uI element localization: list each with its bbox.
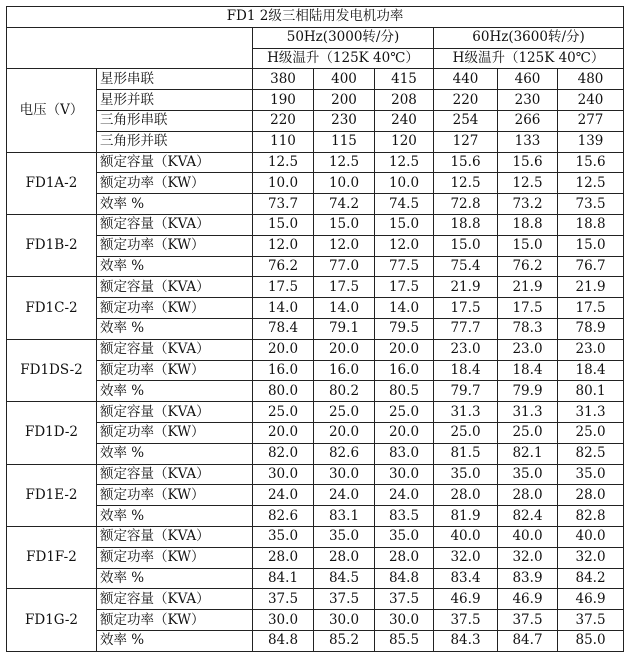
table-row	[7, 110, 624, 131]
value-cell: 15.6	[434, 152, 498, 173]
title-row	[7, 7, 624, 28]
value-cell: 77.7	[434, 318, 498, 339]
row-label: 三角形串联	[97, 110, 253, 131]
value-cell: 46.9	[498, 589, 558, 610]
value-cell: 30.0	[314, 464, 375, 485]
table-row	[7, 381, 624, 402]
value-cell: 15.0	[558, 235, 624, 256]
value-cell: 415	[375, 69, 434, 90]
row-label: 效率 %	[97, 381, 253, 402]
row-label: 效率 %	[97, 506, 253, 527]
value-cell: 74.2	[314, 194, 375, 215]
value-cell: 10.0	[375, 173, 434, 194]
value-cell: 40.0	[498, 526, 558, 547]
value-cell: 25.0	[498, 422, 558, 443]
value-cell: 31.3	[558, 402, 624, 423]
row-label: 额定功率（KW）	[97, 547, 253, 568]
value-cell: 82.5	[558, 443, 624, 464]
value-cell: 400	[314, 69, 375, 90]
value-cell: 24.0	[253, 485, 314, 506]
value-cell: 83.5	[375, 506, 434, 527]
table-row	[7, 568, 624, 589]
value-cell: 24.0	[375, 485, 434, 506]
model-name: FD1E-2	[7, 464, 97, 526]
value-cell: 28.0	[375, 547, 434, 568]
value-cell: 83.4	[434, 568, 498, 589]
value-cell: 30.0	[314, 610, 375, 631]
value-cell: 35.0	[375, 526, 434, 547]
value-cell: 25.0	[253, 402, 314, 423]
table-row	[7, 277, 624, 298]
value-cell: 25.0	[375, 402, 434, 423]
value-cell: 15.6	[498, 152, 558, 173]
value-cell: 35.0	[558, 464, 624, 485]
row-label: 额定功率（KW）	[97, 235, 253, 256]
value-cell: 18.4	[558, 360, 624, 381]
table-row	[7, 131, 624, 152]
value-cell: 14.0	[375, 298, 434, 319]
value-cell: 10.0	[253, 173, 314, 194]
row-label: 额定容量（KVA）	[97, 152, 253, 173]
value-cell: 266	[498, 110, 558, 131]
voltage-group-label: 电压（V）	[7, 69, 97, 152]
value-cell: 220	[253, 110, 314, 131]
value-cell: 85.5	[375, 630, 434, 651]
table-row	[7, 214, 624, 235]
table-row	[7, 630, 624, 651]
value-cell: 74.5	[375, 194, 434, 215]
row-label: 星形串联	[97, 69, 253, 90]
value-cell: 84.8	[253, 630, 314, 651]
value-cell: 84.7	[498, 630, 558, 651]
value-cell: 220	[434, 90, 498, 111]
value-cell: 30.0	[253, 610, 314, 631]
value-cell: 120	[375, 131, 434, 152]
value-cell: 25.0	[434, 422, 498, 443]
value-cell: 25.0	[314, 402, 375, 423]
model-name: FD1C-2	[7, 277, 97, 339]
table-row	[7, 506, 624, 527]
value-cell: 12.5	[375, 152, 434, 173]
value-cell: 85.2	[314, 630, 375, 651]
value-cell: 80.0	[253, 381, 314, 402]
value-cell: 84.3	[434, 630, 498, 651]
model-name: FD1G-2	[7, 589, 97, 651]
value-cell: 37.5	[314, 589, 375, 610]
value-cell: 277	[558, 110, 624, 131]
value-cell: 28.0	[314, 547, 375, 568]
table-title: FD1 2级三相陆用发电机功率	[7, 7, 624, 28]
row-label: 额定容量（KVA）	[97, 589, 253, 610]
row-label: 额定功率（KW）	[97, 360, 253, 381]
value-cell: 80.2	[314, 381, 375, 402]
value-cell: 73.7	[253, 194, 314, 215]
value-cell: 79.1	[314, 318, 375, 339]
value-cell: 82.6	[314, 443, 375, 464]
value-cell: 200	[314, 90, 375, 111]
value-cell: 40.0	[434, 526, 498, 547]
value-cell: 23.0	[434, 339, 498, 360]
value-cell: 208	[375, 90, 434, 111]
model-name: FD1D-2	[7, 402, 97, 464]
value-cell: 82.1	[498, 443, 558, 464]
value-cell: 12.0	[253, 235, 314, 256]
row-label: 效率 %	[97, 568, 253, 589]
value-cell: 14.0	[314, 298, 375, 319]
model-name: FD1F-2	[7, 526, 97, 588]
value-cell: 83.1	[314, 506, 375, 527]
value-cell: 83.0	[375, 443, 434, 464]
value-cell: 23.0	[558, 339, 624, 360]
value-cell: 133	[498, 131, 558, 152]
value-cell: 37.5	[253, 589, 314, 610]
value-cell: 37.5	[375, 589, 434, 610]
value-cell: 15.0	[375, 214, 434, 235]
row-label: 额定功率（KW）	[97, 485, 253, 506]
row-label: 效率 %	[97, 630, 253, 651]
value-cell: 30.0	[253, 464, 314, 485]
value-cell: 17.5	[314, 277, 375, 298]
value-cell: 20.0	[314, 422, 375, 443]
value-cell: 35.0	[498, 464, 558, 485]
row-label: 额定容量（KVA）	[97, 526, 253, 547]
value-cell: 28.0	[498, 485, 558, 506]
value-cell: 110	[253, 131, 314, 152]
table-row	[7, 610, 624, 631]
value-cell: 72.8	[434, 194, 498, 215]
model-name: FD1B-2	[7, 214, 97, 276]
value-cell: 17.5	[498, 298, 558, 319]
value-cell: 82.6	[253, 506, 314, 527]
row-label: 星形并联	[97, 90, 253, 111]
value-cell: 12.5	[253, 152, 314, 173]
table-row	[7, 194, 624, 215]
table-row	[7, 318, 624, 339]
row-label: 额定容量（KVA）	[97, 339, 253, 360]
value-cell: 77.0	[314, 256, 375, 277]
value-cell: 18.8	[558, 214, 624, 235]
value-cell: 76.2	[498, 256, 558, 277]
value-cell: 16.0	[375, 360, 434, 381]
value-cell: 78.3	[498, 318, 558, 339]
value-cell: 18.4	[434, 360, 498, 381]
value-cell: 12.5	[434, 173, 498, 194]
value-cell: 31.3	[498, 402, 558, 423]
header-blank-cell	[7, 27, 253, 69]
row-label: 三角形并联	[97, 131, 253, 152]
value-cell: 35.0	[253, 526, 314, 547]
value-cell: 21.9	[434, 277, 498, 298]
table-row	[7, 152, 624, 173]
value-cell: 139	[558, 131, 624, 152]
value-cell: 14.0	[253, 298, 314, 319]
value-cell: 460	[498, 69, 558, 90]
value-cell: 37.5	[498, 610, 558, 631]
freq-header-50hz: 50Hz(3000转/分)	[253, 27, 434, 48]
value-cell: 75.4	[434, 256, 498, 277]
value-cell: 15.0	[434, 235, 498, 256]
table-row	[7, 298, 624, 319]
temp-header-50hz: H级温升（125K 40℃）	[253, 48, 434, 69]
value-cell: 84.5	[314, 568, 375, 589]
value-cell: 77.5	[375, 256, 434, 277]
value-cell: 440	[434, 69, 498, 90]
freq-header-60hz: 60Hz(3600转/分)	[434, 27, 624, 48]
row-label: 额定容量（KVA）	[97, 214, 253, 235]
value-cell: 46.9	[558, 589, 624, 610]
value-cell: 21.9	[498, 277, 558, 298]
value-cell: 82.4	[498, 506, 558, 527]
table-row	[7, 360, 624, 381]
generator-power-table	[6, 6, 624, 652]
model-name: FD1DS-2	[7, 339, 97, 401]
value-cell: 17.5	[558, 298, 624, 319]
value-cell: 20.0	[253, 422, 314, 443]
value-cell: 32.0	[498, 547, 558, 568]
value-cell: 254	[434, 110, 498, 131]
value-cell: 17.5	[253, 277, 314, 298]
value-cell: 23.0	[498, 339, 558, 360]
table-row	[7, 443, 624, 464]
value-cell: 127	[434, 131, 498, 152]
value-cell: 85.0	[558, 630, 624, 651]
value-cell: 76.2	[253, 256, 314, 277]
value-cell: 28.0	[558, 485, 624, 506]
value-cell: 84.1	[253, 568, 314, 589]
value-cell: 480	[558, 69, 624, 90]
value-cell: 37.5	[558, 610, 624, 631]
row-label: 效率 %	[97, 256, 253, 277]
value-cell: 20.0	[314, 339, 375, 360]
value-cell: 40.0	[558, 526, 624, 547]
value-cell: 79.7	[434, 381, 498, 402]
row-label: 额定功率（KW）	[97, 610, 253, 631]
table-row	[7, 256, 624, 277]
row-label: 效率 %	[97, 443, 253, 464]
value-cell: 15.0	[314, 214, 375, 235]
value-cell: 15.6	[558, 152, 624, 173]
value-cell: 81.5	[434, 443, 498, 464]
value-cell: 12.0	[375, 235, 434, 256]
row-label: 效率 %	[97, 194, 253, 215]
value-cell: 16.0	[314, 360, 375, 381]
value-cell: 17.5	[434, 298, 498, 319]
value-cell: 18.8	[498, 214, 558, 235]
row-label: 额定容量（KVA）	[97, 277, 253, 298]
value-cell: 82.8	[558, 506, 624, 527]
value-cell: 84.2	[558, 568, 624, 589]
table-row	[7, 422, 624, 443]
row-label: 额定功率（KW）	[97, 298, 253, 319]
row-label: 额定容量（KVA）	[97, 464, 253, 485]
table-row	[7, 402, 624, 423]
value-cell: 12.0	[314, 235, 375, 256]
value-cell: 115	[314, 131, 375, 152]
value-cell: 20.0	[375, 339, 434, 360]
value-cell: 79.9	[498, 381, 558, 402]
table-row	[7, 339, 624, 360]
value-cell: 240	[558, 90, 624, 111]
value-cell: 17.5	[375, 277, 434, 298]
table-row	[7, 69, 624, 90]
value-cell: 10.0	[314, 173, 375, 194]
table-row	[7, 464, 624, 485]
value-cell: 15.0	[253, 214, 314, 235]
row-label: 效率 %	[97, 318, 253, 339]
table-row	[7, 547, 624, 568]
value-cell: 20.0	[253, 339, 314, 360]
value-cell: 12.5	[558, 173, 624, 194]
table-row	[7, 173, 624, 194]
value-cell: 230	[498, 90, 558, 111]
value-cell: 28.0	[253, 547, 314, 568]
value-cell: 24.0	[314, 485, 375, 506]
value-cell: 78.9	[558, 318, 624, 339]
value-cell: 380	[253, 69, 314, 90]
value-cell: 21.9	[558, 277, 624, 298]
table-row	[7, 235, 624, 256]
value-cell: 73.5	[558, 194, 624, 215]
frequency-header-row	[7, 27, 624, 48]
value-cell: 79.5	[375, 318, 434, 339]
value-cell: 35.0	[434, 464, 498, 485]
value-cell: 78.4	[253, 318, 314, 339]
row-label: 额定功率（KW）	[97, 422, 253, 443]
value-cell: 32.0	[434, 547, 498, 568]
value-cell: 84.8	[375, 568, 434, 589]
value-cell: 37.5	[434, 610, 498, 631]
row-label: 额定功率（KW）	[97, 173, 253, 194]
value-cell: 16.0	[253, 360, 314, 381]
value-cell: 20.0	[375, 422, 434, 443]
value-cell: 18.8	[434, 214, 498, 235]
model-name: FD1A-2	[7, 152, 97, 214]
value-cell: 12.5	[314, 152, 375, 173]
value-cell: 81.9	[434, 506, 498, 527]
value-cell: 28.0	[434, 485, 498, 506]
value-cell: 18.4	[498, 360, 558, 381]
value-cell: 73.2	[498, 194, 558, 215]
value-cell: 83.9	[498, 568, 558, 589]
value-cell: 30.0	[375, 610, 434, 631]
table-row	[7, 526, 624, 547]
value-cell: 25.0	[558, 422, 624, 443]
table-row	[7, 90, 624, 111]
value-cell: 240	[375, 110, 434, 131]
value-cell: 15.0	[498, 235, 558, 256]
row-label: 额定容量（KVA）	[97, 402, 253, 423]
temp-header-60hz: H级温升（125K 40℃）	[434, 48, 624, 69]
value-cell: 76.7	[558, 256, 624, 277]
value-cell: 46.9	[434, 589, 498, 610]
value-cell: 80.1	[558, 381, 624, 402]
value-cell: 12.5	[498, 173, 558, 194]
value-cell: 30.0	[375, 464, 434, 485]
table-row	[7, 485, 624, 506]
value-cell: 190	[253, 90, 314, 111]
value-cell: 31.3	[434, 402, 498, 423]
table-row	[7, 589, 624, 610]
value-cell: 35.0	[314, 526, 375, 547]
value-cell: 82.0	[253, 443, 314, 464]
value-cell: 230	[314, 110, 375, 131]
value-cell: 32.0	[558, 547, 624, 568]
value-cell: 80.5	[375, 381, 434, 402]
